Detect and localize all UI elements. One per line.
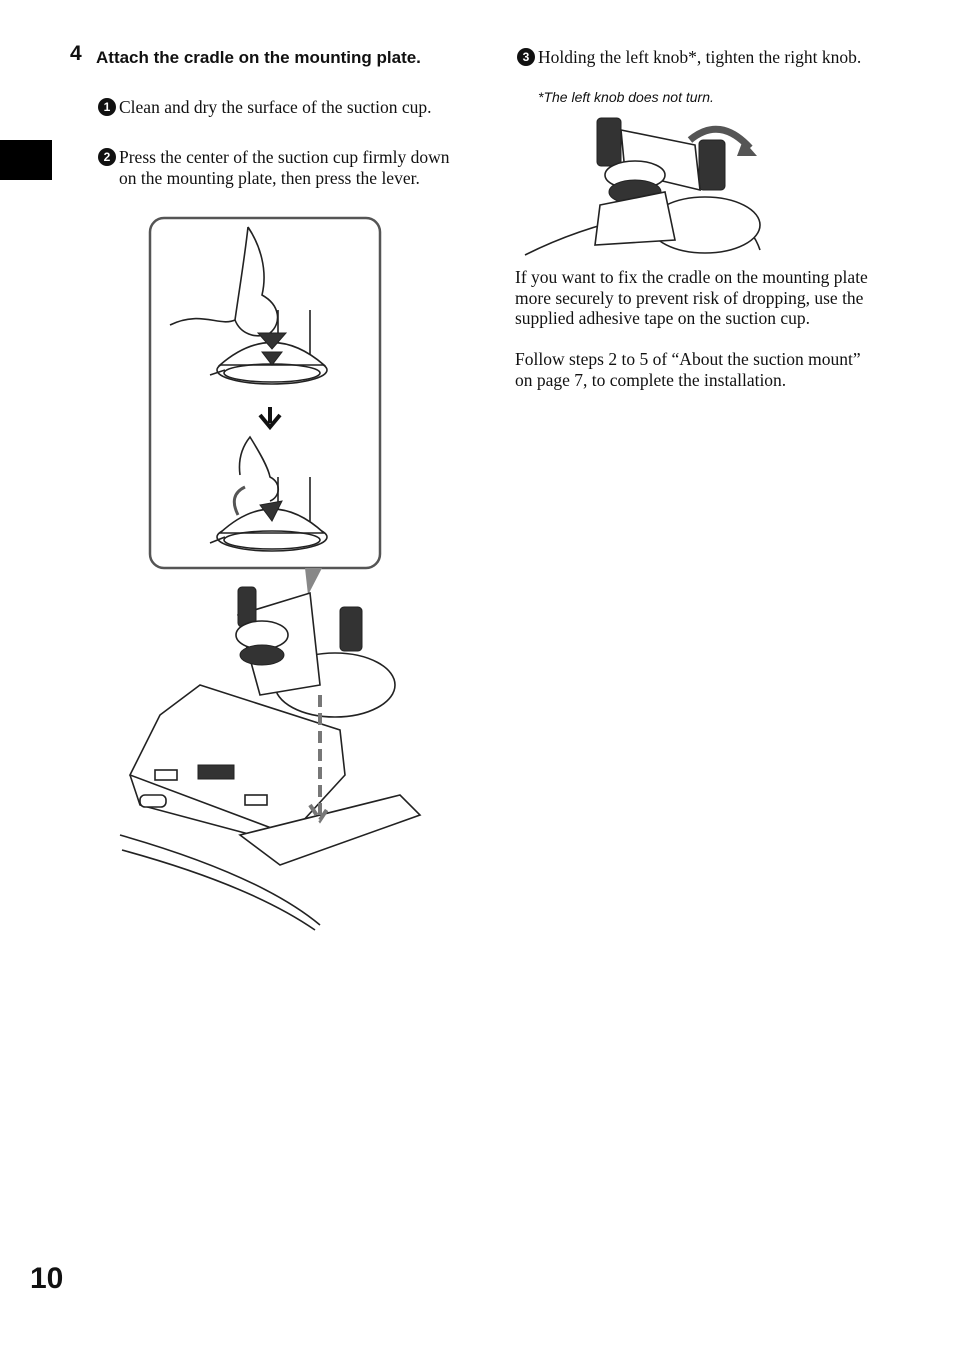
knob-tighten-illustration	[515, 110, 765, 260]
substep-marker: 1	[98, 98, 116, 116]
substep-2	[103, 147, 454, 188]
substep-marker: 2	[98, 148, 116, 166]
substep-3	[522, 47, 868, 68]
substep-text: Clean and dry the surface of the suction cup.	[119, 97, 432, 117]
step-title: Attach the cradle on the mounting plate.	[96, 48, 421, 67]
step-number: 4	[70, 42, 82, 65]
substep-marker: 3	[517, 48, 535, 66]
suction-cup-press-illustration	[110, 215, 430, 935]
footnote: *The left knob does not turn.	[538, 89, 714, 105]
paragraph-follow-steps: Follow steps 2 to 5 of “About the suction mount” on page 7, to complete the installation.	[515, 349, 861, 390]
section-edge-tab	[0, 140, 52, 180]
page-number: 10	[30, 1262, 64, 1295]
paragraph-adhesive: If you want to fix the cradle on the mounting plate more securely to prevent risk of dropping, use the supplied adhesive tape on the suction cup.	[515, 267, 868, 328]
substep-1	[103, 97, 449, 118]
substep-text: Press the center of the suction cup firmly down on the mounting plate, then press the lever.	[119, 147, 450, 188]
substep-text: Holding the left knob*, tighten the right knob.	[538, 47, 862, 67]
